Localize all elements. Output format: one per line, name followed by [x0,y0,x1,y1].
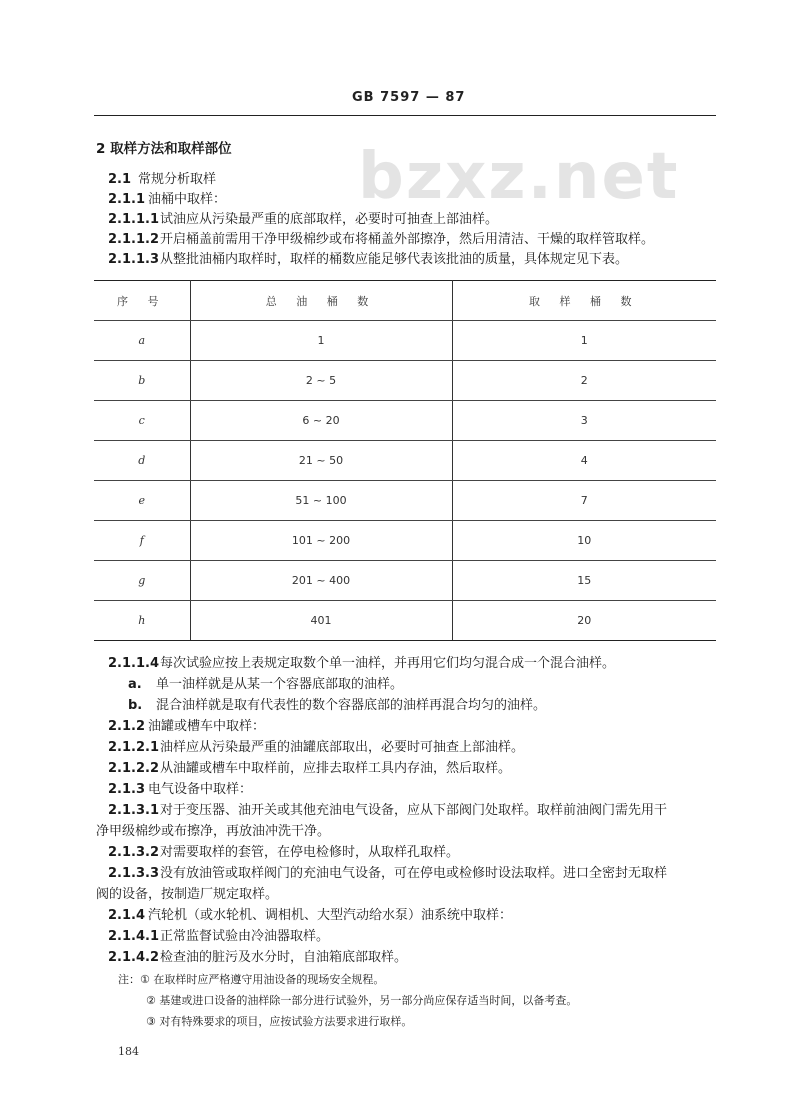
clause-number: 2.1.2 [108,719,146,734]
clause-2-1-3-2 [108,845,459,861]
clause-2-1-4 [108,908,512,924]
cell-samples: 1 [452,321,716,361]
clause-number: 2.1.1.2 [108,232,159,247]
cell-samples: 15 [452,561,716,601]
cell-total: 201 ~ 400 [190,561,452,601]
clause-number: 2.1.3 [108,782,146,797]
clause-text: 没有放油管或取样阀门的充油电气设备，可在停电或检修时设法取样。进口全密封无取样 [160,866,668,881]
cell-seq: h [94,601,190,641]
cell-seq: a [94,321,190,361]
clause-text: 开启桶盖前需用干净甲级棉纱或布将桶盖外部擦净，然后用清洁、干燥的取样管取样。 [160,232,655,247]
cell-seq: e [94,481,190,521]
table-row [94,401,716,441]
list-item-a [128,677,403,693]
cell-total: 1 [190,321,452,361]
table-row [94,361,716,401]
table-row [94,321,716,361]
list-item-b [128,698,546,714]
cell-seq: g [94,561,190,601]
page-number: 184 [118,1045,139,1058]
sampling-table [94,280,716,641]
clause-2-1-3-1-continuation: 净甲级棉纱或布擦净，再放油冲洗干净。 [96,824,331,839]
table-row [94,521,716,561]
cell-seq: b [94,361,190,401]
clause-text: 油罐或槽车中取样： [148,719,266,734]
section-title: 2 取样方法和取样部位 [96,141,232,157]
table-header-row [94,281,716,321]
cell-total: 6 ~ 20 [190,401,452,441]
header-rule [94,115,716,116]
cell-total: 2 ~ 5 [190,361,452,401]
cell-samples: 2 [452,361,716,401]
table-row [94,441,716,481]
clause-number: 2.1.4.2 [108,950,159,965]
standard-number-header: GB 7597 — 87 [352,90,466,105]
clause-2-1-2 [108,719,265,735]
clause-text: 油样应从污染最严重的油罐底部取出，必要时可抽查上部油样。 [160,740,525,755]
clause-2-1-4-1 [108,929,329,945]
cell-total: 101 ~ 200 [190,521,452,561]
clause-text: 每次试验应按上表规定取数个单一油样，并再用它们均匀混合成一个混合油样。 [160,656,616,671]
clause-text: 从整批油桶内取样时，取样的桶数应能足够代表该批油的质量，具体规定见下表。 [160,252,629,267]
clause-number: 2.1.1.1 [108,212,159,227]
cell-samples: 10 [452,521,716,561]
table-row [94,601,716,641]
clause-text: 对需要取样的套管，在停电检修时，从取样孔取样。 [160,845,460,860]
cell-samples: 3 [452,401,716,441]
clause-number: 2.1.3.1 [108,803,159,818]
cell-seq: c [94,401,190,441]
header-sample-drums: 取 样 桶 数 [452,281,716,321]
clause-text: 油桶中取样： [148,192,227,207]
clause-2-1-2-2 [108,761,511,777]
cell-samples: 7 [452,481,716,521]
item-label: a. [128,677,142,692]
clause-number: 2.1.1.3 [108,252,159,267]
clause-2-1-1 [108,192,226,208]
clause-text: 对于变压器、油开关或其他充油电气设备，应从下部阀门处取样。取样前油阀门需先用干 [160,803,668,818]
clause-text: 汽轮机（或水轮机、调相机、大型汽动给水泵）油系统中取样： [148,908,513,923]
clause-2-1-1-2 [108,232,654,248]
clause-number: 2.1.1.4 [108,656,159,671]
note-2: ② 基建或进口设备的油样除一部分进行试验外，另一部分尚应保存适当时间，以备考查。 [146,994,578,1007]
clause-number: 2.1.3.2 [108,845,159,860]
cell-seq: d [94,441,190,481]
clause-2-1-1-3 [108,252,628,268]
item-text: 单一油样就是从某一个容器底部取的油样。 [156,677,404,692]
clause-number: 2.1.4 [108,908,146,923]
clause-text: 从油罐或槽车中取样前，应排去取样工具内存油，然后取样。 [160,761,512,776]
clause-number: 2.1.4.1 [108,929,159,944]
clause-text: 试油应从污染最严重的底部取样，必要时可抽查上部油样。 [160,212,499,227]
clause-2-1 [108,172,216,188]
note-1 [118,972,384,988]
note-text: ① 在取样时应严格遵守用油设备的现场安全规程。 [140,973,385,986]
cell-total: 21 ~ 50 [190,441,452,481]
cell-samples: 4 [452,441,716,481]
clause-number: 2.1.3.3 [108,866,159,881]
clause-2-1-3-1 [108,803,667,819]
table-row [94,561,716,601]
note-label: 注： [118,973,140,986]
header-total-drums: 总 油 桶 数 [190,281,452,321]
clause-number: 2.1.1 [108,192,146,207]
item-label: b. [128,698,143,713]
clause-text: 电气设备中取样： [148,782,253,797]
clause-2-1-2-1 [108,740,524,756]
clause-text: 常规分析取样 [138,172,217,187]
clause-2-1-3-3-continuation: 阀的设备，按制造厂规定取样。 [96,887,279,902]
cell-samples: 20 [452,601,716,641]
clause-2-1-4-2 [108,950,407,966]
clause-number: 2.1.2.2 [108,761,159,776]
watermark: bzxz.net [358,140,680,214]
cell-total: 51 ~ 100 [190,481,452,521]
cell-total: 401 [190,601,452,641]
item-text: 混合油样就是取有代表性的数个容器底部的油样再混合均匀的油样。 [156,698,547,713]
clause-2-1-1-4 [108,656,615,672]
clause-text: 正常监督试验由冷油器取样。 [160,929,330,944]
header-seq: 序 号 [94,281,190,321]
note-3: ③ 对有特殊要求的项目，应按试验方法要求进行取样。 [146,1015,413,1028]
clause-text: 检查油的脏污及水分时，自油箱底部取样。 [160,950,408,965]
clause-2-1-3 [108,782,252,798]
table-row [94,481,716,521]
clause-number: 2.1 [108,172,132,187]
clause-2-1-3-3 [108,866,667,882]
cell-seq: f [94,521,190,561]
clause-number: 2.1.2.1 [108,740,159,755]
clause-2-1-1-1 [108,212,498,228]
